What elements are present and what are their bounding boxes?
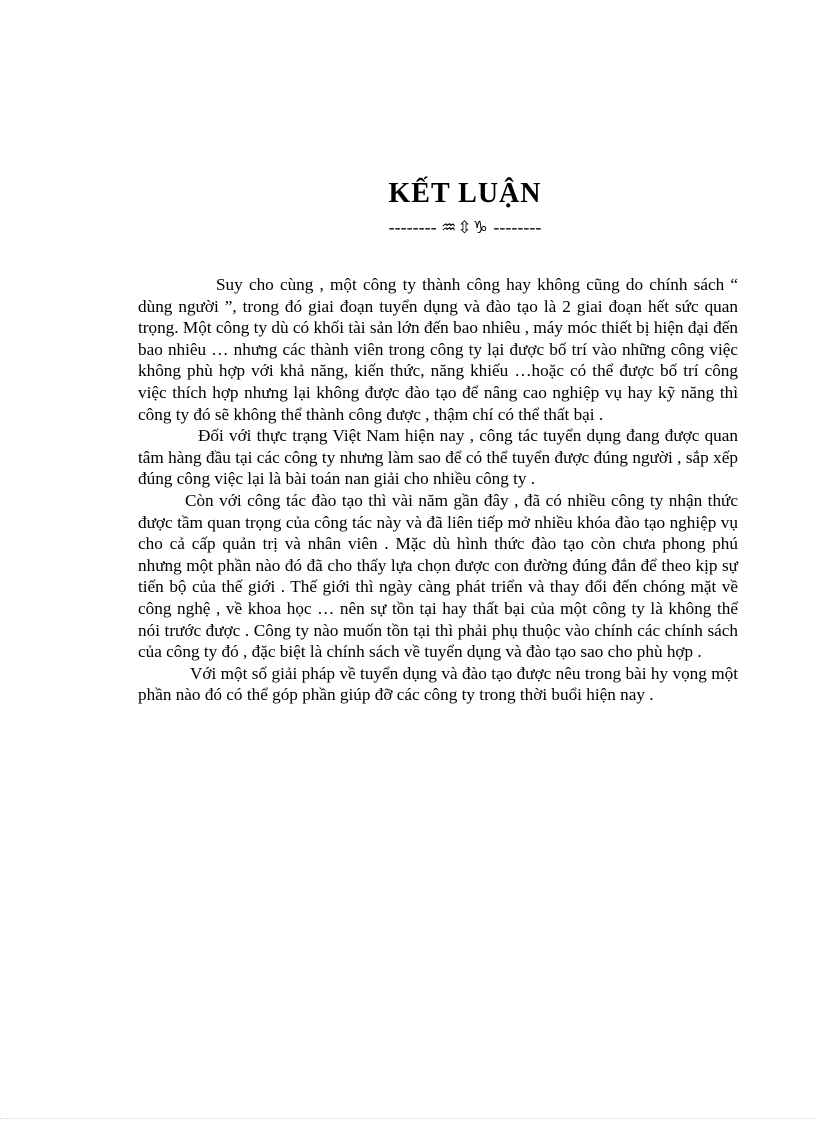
paragraph-4: Với một số giải pháp về tuyển dụng và đào tạo được nêu trong bài hy vọng một phần nào đó có thể góp phần giúp đỡ các công ty trong thời buổi hiện nay . [138,663,738,705]
paragraph-3: Còn với công tác đào tạo thì vài năm gần đây , đã có nhiều công ty nhận thức được tầm quan trọng của công tác này và đã liên tiếp mở nhiều khóa đào tạo nghiệp vụ cho cả cấp quản trị và nhân viên . Mặc dù hình thức đào tạo còn chưa phong phú nhưng một phần nào đó đã cho thấy lựa chọn được con đường đúng đắn để theo kịp sự tiến bộ của thế giới . Thế giới thì ngày càng phát triển và thay đổi đến chóng mặt về công nghệ , về khoa học … nên sự tồn tại hay thất bại của một công ty là không thể nói trước được . Công ty nào muốn tồn tại thì phải phụ thuộc vào chính các chính sách của công ty đó , đặc biệt là chính sách về tuyển dụng và đào tạo sao cho phù hợp . [138,490,738,662]
divider-ornament-icon: ♒⇳♑ [441,218,489,238]
title-divider [0,215,816,240]
page-title: KẾT LUẬN [388,178,542,209]
paragraph-2: Đối với thực trạng Việt Nam hiện nay , công tác tuyển dụng đang được quan tâm hàng đầu tại các công ty nhưng làm sao để có thể tuyển được đúng người , sắp xếp đúng công việc lại là bài toán nan giải cho nhiều công ty . [138,426,738,489]
page-bottom-border [0,1118,816,1120]
paragraph-1: Suy cho cùng , một công ty thành công hay không cũng do chính sách “ dùng người ”, trong đó giai đoạn tuyển dụng và đào tạo là 2 giai đoạn hết sức quan trọng. Một công ty dù có khối tài sản lớn đến bao nhiêu , máy móc thiết bị hiện đại đến bao nhiêu … nhưng các thành viên trong công ty lại được bố trí vào những công việc không phù hợp với khả năng, kiến thức, năng khiếu …hoặc có thể được bố trí công việc thích hợp nhưng lại không được đào tạo để nâng cao nghiệp vụ hay kỹ năng thì công ty đó sẽ không thể thành công được , thậm chí có thể thất bại . [138,275,738,424]
divider-dashes-right: -------- [493,217,542,237]
divider-dashes-left: -------- [388,217,437,237]
conclusion-body [138,274,738,706]
